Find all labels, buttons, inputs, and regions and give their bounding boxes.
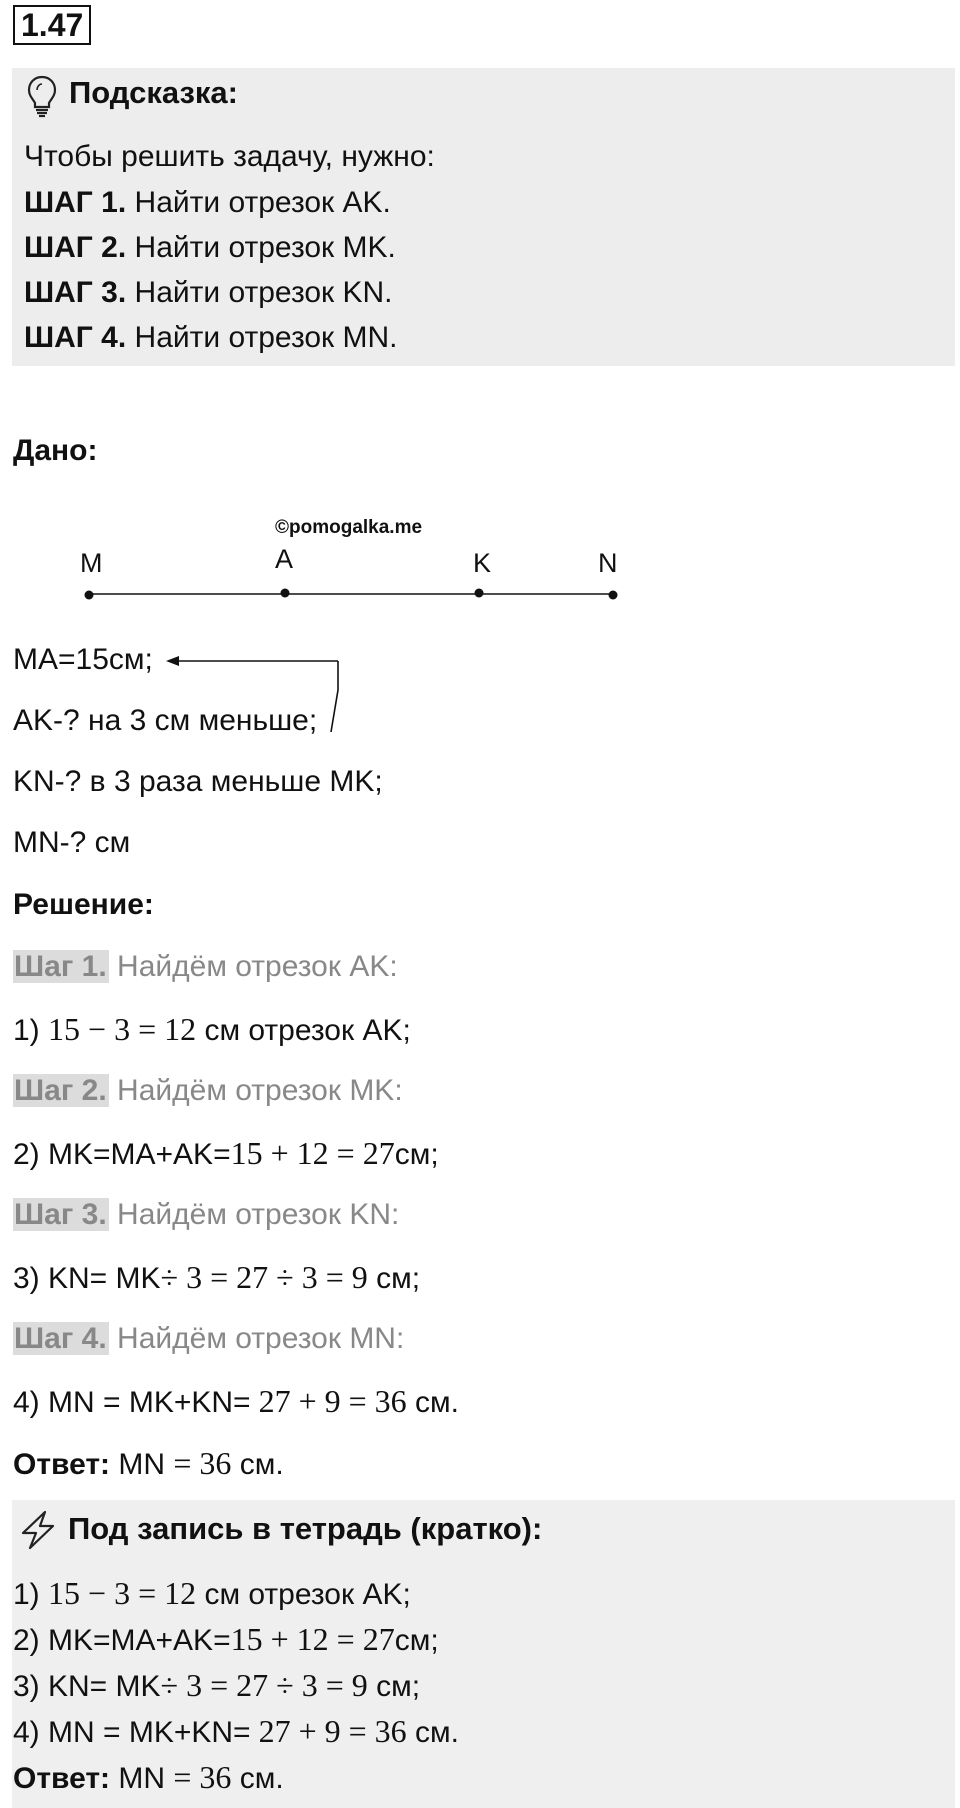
solution-step-2-calc: 2) MK=MA+AK=15 + 12 = 27см; — [13, 1135, 439, 1171]
solution-step-1-calc: 1) 15 − 3 = 12 см отрезок AK; — [13, 1011, 411, 1047]
given-kn: KN-? в 3 раза меньше MK; — [13, 765, 383, 798]
lightning-icon — [18, 1510, 58, 1550]
solution-step-4-heading: Шаг 4. Найдём отрезок MN: — [14, 1322, 405, 1355]
solution-step-2-heading: Шаг 2. Найдём отрезок MK: — [14, 1074, 403, 1107]
notebook-box — [12, 1500, 955, 1808]
given-mn: MN-? см — [13, 826, 131, 859]
lightbulb-icon — [26, 74, 58, 118]
hint-box — [12, 68, 955, 366]
hint-step-3: ШАГ 3. Найти отрезок KN. — [24, 276, 393, 309]
hint-step-4: ШАГ 4. Найти отрезок MN. — [24, 321, 398, 354]
hint-intro: Чтобы решить задачу, нужно: — [24, 140, 435, 173]
given-ak: AK-? на 3 см меньше; — [13, 704, 318, 737]
hint-step-2: ШАГ 2. Найти отрезок MK. — [24, 231, 396, 264]
point-label-a: A — [275, 544, 294, 574]
relation-arrow — [160, 650, 350, 740]
hint-title: Подсказка: — [69, 75, 238, 110]
notebook-line-4: 4) MN = MK+KN= 27 + 9 = 36 см. — [13, 1713, 459, 1749]
solution-step-3-heading: Шаг 3. Найдём отрезок KN: — [14, 1198, 400, 1231]
point-n — [609, 591, 618, 600]
solution-step-4-calc: 4) MN = MK+KN= 27 + 9 = 36 см. — [13, 1383, 459, 1419]
point-k — [475, 589, 484, 598]
watermark: ©pomogalka.me — [275, 517, 423, 538]
given-ma: MA=15см; — [13, 643, 153, 676]
notebook-answer: Ответ: MN = 36 см. — [13, 1759, 284, 1795]
given-title: Дано: — [13, 434, 98, 467]
segment-diagram — [70, 512, 640, 612]
notebook-line-1: 1) 15 − 3 = 12 см отрезок AK; — [13, 1575, 411, 1611]
solution-step-3-calc: 3) KN= MK÷ 3 = 27 ÷ 3 = 9 см; — [13, 1259, 421, 1295]
notebook-line-2: 2) MK=MA+AK=15 + 12 = 27см; — [13, 1621, 439, 1657]
point-label-k: K — [473, 548, 492, 578]
solution-answer: Ответ: MN = 36 см. — [13, 1445, 284, 1481]
point-a — [281, 589, 290, 598]
solution-title: Решение: — [13, 888, 154, 921]
hint-step-1: ШАГ 1. Найти отрезок AK. — [24, 186, 391, 219]
task-number: 1.47 — [13, 5, 91, 45]
point-label-m: M — [80, 548, 103, 578]
notebook-line-3: 3) KN= MK÷ 3 = 27 ÷ 3 = 9 см; — [13, 1667, 421, 1703]
notebook-title: Под запись в тетрадь (кратко): — [68, 1511, 543, 1546]
point-m — [85, 591, 94, 600]
point-label-n: N — [598, 548, 618, 578]
solution-step-1-heading: Шаг 1. Найдём отрезок AK: — [14, 950, 398, 983]
